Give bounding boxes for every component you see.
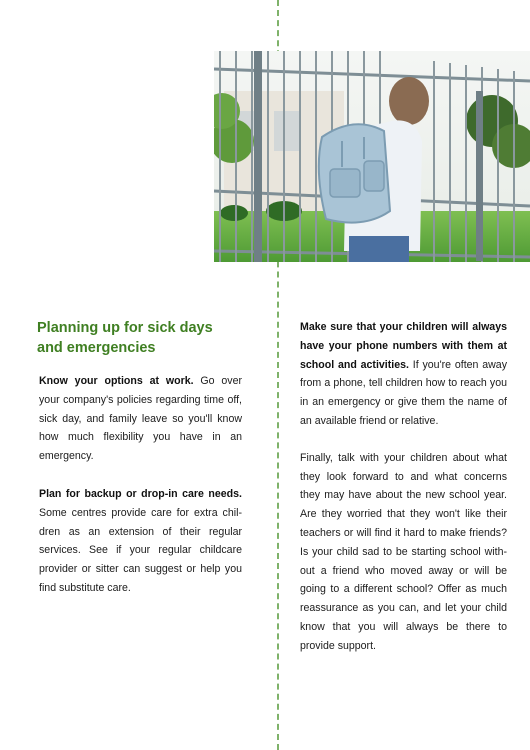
body-text: Some centres provide care for extra children as an extension of their regular services. See if your regular childcare provider or sitter can suggest or help you find substitute care. <box>39 506 242 594</box>
left-column <box>37 318 242 598</box>
right-column <box>300 318 507 656</box>
lead-text: Plan for backup or drop-in care needs. <box>39 487 242 500</box>
lead-text: Know your options at work. <box>39 375 194 387</box>
lead-text: Make sure that your children will always have your phone numbers with them at school and activities. <box>300 321 507 371</box>
paragraph-finally: Finally, talk with your children about what they look forward to and what concerns they may have about the new school year. Are they worried that they won't like their teachers or will find it hard to make friends? Is your child sad to be starting school without a friend who moved away or will be going to a different school? Offer as much reassurance as you can, and let your child know that you will always be there to provide support. <box>300 451 507 652</box>
body-text: If you're often away from a phone, tell children how to reach you in an emergency or give them the name of an available friend or relative. <box>300 358 507 427</box>
paragraph-backup-care <box>37 485 242 598</box>
school-photo <box>214 51 530 262</box>
paragraph-phone-numbers <box>300 318 507 431</box>
section-heading: Planning up for sick days and emergencies <box>37 320 213 356</box>
body-text: Go over your company's policies regarding time off, sick day, and family leave so you'll know how much flexibility you have in an emergency. <box>39 375 242 463</box>
paragraph-work-options <box>37 372 242 466</box>
